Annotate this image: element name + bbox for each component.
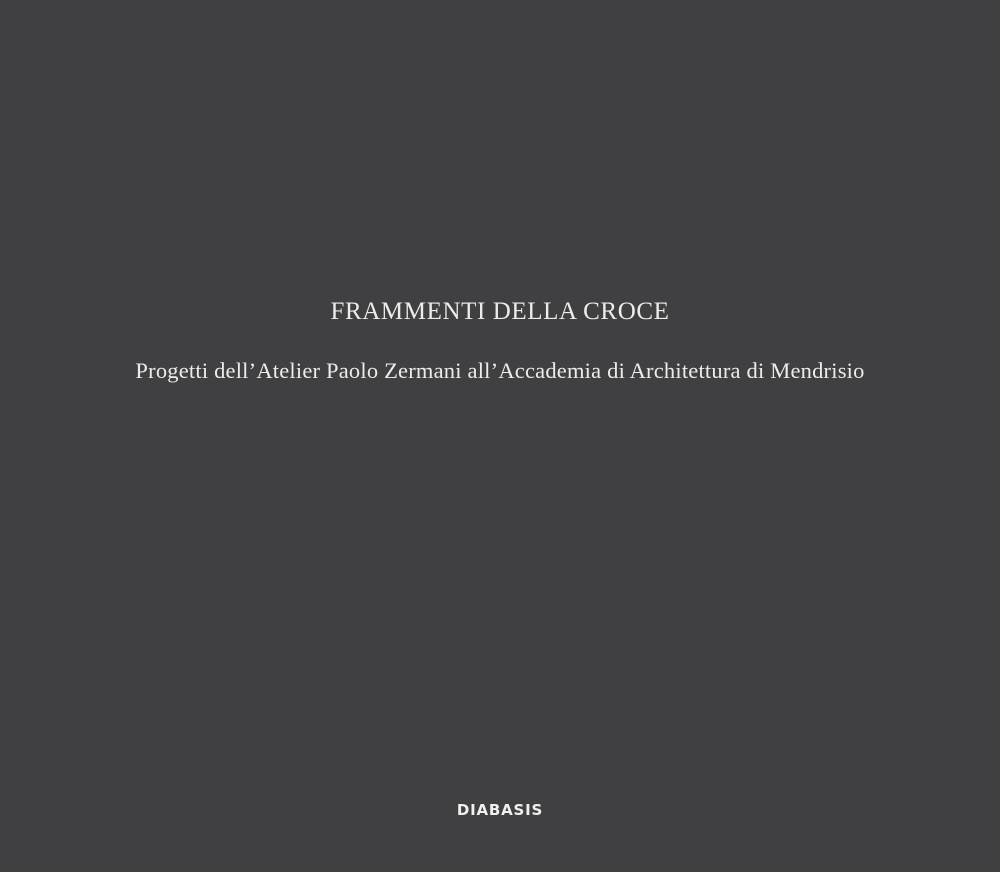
cover-subtitle: Progetti dell’Atelier Paolo Zermani all’Accademia di Architettura di Mendrisio — [135, 358, 865, 383]
publisher-name: DIABASIS — [456, 801, 544, 819]
cover-title: FRAMMENTI DELLA CROCE — [330, 298, 670, 325]
